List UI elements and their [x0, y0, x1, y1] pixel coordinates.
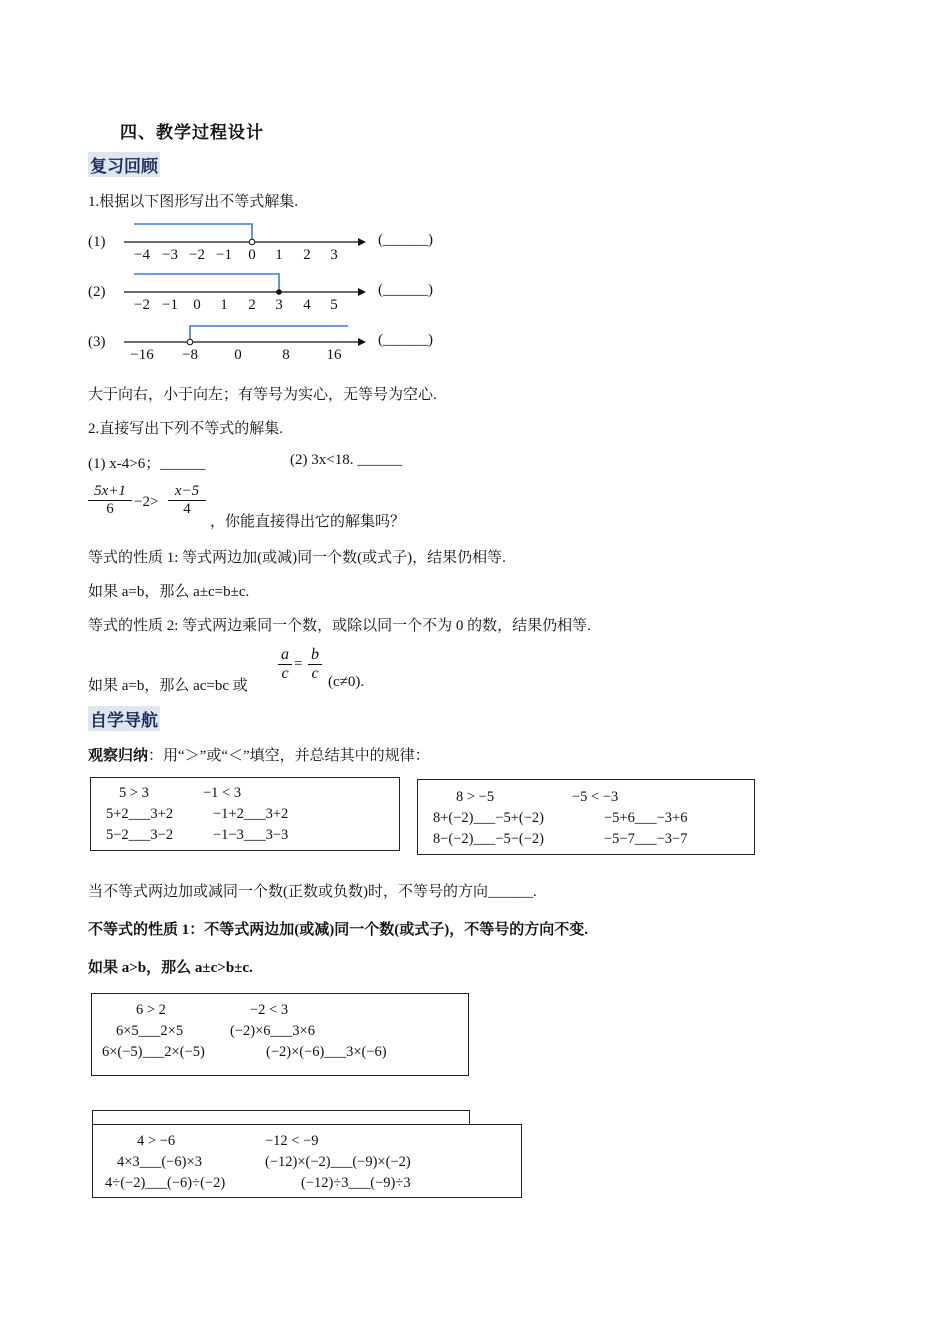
fraction-b-numerator: b: [308, 646, 322, 665]
fraction-2-denominator: 4: [183, 501, 191, 517]
endpoint-hollow: [187, 339, 193, 345]
tick-label: −16: [130, 347, 154, 363]
box2-left-line-3[interactable]: 8−(−2)___−5−(−2): [433, 831, 544, 847]
box3-left-line-1: 6 > 2: [136, 1002, 166, 1018]
box4-left-line-1: 4 > −6: [137, 1133, 176, 1149]
box1-right-line-3[interactable]: −1−3___3−3: [213, 827, 289, 843]
q2-item-1[interactable]: (1) x-4>6；______: [88, 456, 206, 472]
inequality-middle: −2>: [134, 494, 159, 510]
numberline-1-label: (1): [88, 234, 106, 250]
axis-arrow: [358, 238, 366, 246]
solution-ray: [134, 224, 252, 242]
exercise-box-2: [417, 779, 755, 855]
section-review-title: 复习回顾: [88, 152, 160, 177]
tick-label: −2: [189, 247, 205, 263]
fraction-a-denominator: c: [281, 665, 289, 682]
box1-left-line-1: 5 > 3: [119, 785, 149, 801]
q2-question: ，你能直接得出它的解集吗？: [210, 514, 406, 530]
tick-label: 2: [248, 297, 256, 313]
observe-label: 观察归纳: [88, 748, 149, 764]
box4-left-line-2[interactable]: 4×3___(−6)×3: [117, 1154, 202, 1170]
tick-label: 0: [234, 347, 242, 363]
tick-label: 1: [220, 297, 228, 313]
q1-title: 1.根据以下图形写出不等式解集.: [88, 194, 299, 210]
box2-right-line-2[interactable]: −5+6___−3+6: [604, 810, 688, 826]
solution-ray: [134, 274, 279, 292]
box3-left-line-3[interactable]: 6×(−5)___2×(−5): [102, 1044, 205, 1060]
numberline-3-answer[interactable]: (______): [378, 332, 433, 348]
tick-label: −3: [162, 247, 178, 263]
numberline-2-answer[interactable]: (______): [378, 282, 433, 298]
numberline-3-label: (3): [88, 334, 106, 350]
axis-arrow: [358, 338, 366, 346]
tick-label: 8: [282, 347, 290, 363]
box4-right-line-1: −12 < −9: [265, 1133, 319, 1149]
tick-label: 3: [275, 297, 283, 313]
box3-right-line-2[interactable]: (−2)×6___3×6: [230, 1023, 315, 1039]
fraction-1-denominator: 6: [106, 501, 114, 517]
tick-label: 1: [275, 247, 283, 263]
box2-right-line-3[interactable]: −5−7___−3−7: [604, 831, 688, 847]
tick-label: −2: [134, 297, 150, 313]
conclusion-blank[interactable]: 当不等式两边加或减同一个数(正数或负数)时，不等号的方向______.: [88, 884, 537, 900]
box3-right-line-3[interactable]: (−2)×(−6)___3×(−6): [266, 1044, 387, 1060]
tick-label: 16: [326, 347, 342, 363]
tick-label: 0: [193, 297, 201, 313]
exercise-box-4: [92, 1124, 522, 1198]
equality-property-2: 等式的性质 2: 等式两边乘同一个数，或除以同一个不为 0 的数，结果仍相等.: [88, 618, 591, 634]
q2-item-2[interactable]: (2) 3x<18. ______: [290, 452, 403, 468]
box1-right-line-2[interactable]: −1+2___3+2: [213, 806, 289, 822]
observe-text: ：用“＞”或“＜”填空，并总结其中的规律：: [148, 748, 430, 764]
exercise-box-3: [91, 993, 469, 1076]
box2-left-line-1: 8 > −5: [456, 789, 495, 805]
axis-arrow: [358, 288, 366, 296]
box4-right-line-3[interactable]: (−12)÷3___(−9)÷3: [301, 1175, 411, 1191]
tick-label: −1: [216, 247, 232, 263]
q1-rule: 大于向右，小于向左；有等号为实心，无等号为空心.: [88, 387, 437, 403]
equality-property-2-formula: 如果 a=b，那么 ac=bc 或: [88, 678, 248, 694]
tick-label: 4: [303, 297, 311, 313]
endpoint-solid: [276, 289, 282, 295]
box3-right-line-1: −2 < 3: [250, 1002, 289, 1018]
observe-instruction: [88, 744, 430, 765]
numberline-2: [120, 268, 370, 318]
numberline-3: [120, 318, 370, 368]
tick-label: 2: [303, 247, 311, 263]
q2-title: 2.直接写出下列不等式的解集.: [88, 421, 284, 437]
numberline-1-answer[interactable]: (______): [378, 232, 433, 248]
solution-ray: [190, 326, 348, 342]
box4-left-line-3[interactable]: 4÷(−2)___(−6)÷(−2): [105, 1175, 226, 1191]
inequality-property-1: 不等式的性质 1：不等式两边加(或减)同一个数(或式子)，不等号的方向不变.: [88, 922, 588, 938]
fraction-1-numerator: 5x+1: [88, 483, 132, 501]
fraction-equals: =: [294, 656, 303, 672]
box1-right-line-1: −1 < 3: [203, 785, 242, 801]
numberline-2-label: (2): [88, 284, 106, 300]
tick-label: −4: [134, 247, 150, 263]
tick-label: 5: [330, 297, 338, 313]
fraction-a-numerator: a: [278, 646, 292, 665]
fraction-b-over-c: [308, 646, 322, 683]
page-heading: 四、教学过程设计: [120, 123, 264, 142]
tick-label: −1: [162, 297, 178, 313]
box1-left-line-3[interactable]: 5−2___3−2: [106, 827, 174, 843]
fraction-b-denominator: c: [311, 665, 319, 682]
box3-left-line-2[interactable]: 6×5___2×5: [116, 1023, 184, 1039]
numberline-1: [120, 218, 370, 268]
inequality-property-1-formula: 如果 a>b，那么 a±c>b±c.: [88, 960, 253, 976]
tick-label: −8: [182, 347, 198, 363]
tick-label: 0: [248, 247, 256, 263]
tick-label: 3: [330, 247, 338, 263]
fraction-2-numerator: x−5: [168, 483, 206, 501]
box4-right-line-2[interactable]: (−12)×(−2)___(−9)×(−2): [265, 1154, 411, 1170]
equality-property-1: 等式的性质 1: 等式两边加(或减)同一个数(或式子)，结果仍相等.: [88, 550, 506, 566]
condition-c-nonzero: (c≠0).: [328, 674, 365, 690]
fraction-a-over-c: [278, 646, 292, 683]
endpoint-hollow: [249, 239, 255, 245]
section-self-study-title: 自学导航: [88, 706, 160, 731]
box1-left-line-2[interactable]: 5+2___3+2: [106, 806, 174, 822]
box2-right-line-1: −5 < −3: [572, 789, 619, 805]
box2-left-line-2[interactable]: 8+(−2)___−5+(−2): [433, 810, 544, 826]
equality-property-1-formula: 如果 a=b，那么 a±c=b±c.: [88, 584, 250, 600]
fraction-2: [168, 483, 206, 518]
exercise-box-1: [90, 777, 400, 851]
fraction-1: [88, 483, 132, 518]
